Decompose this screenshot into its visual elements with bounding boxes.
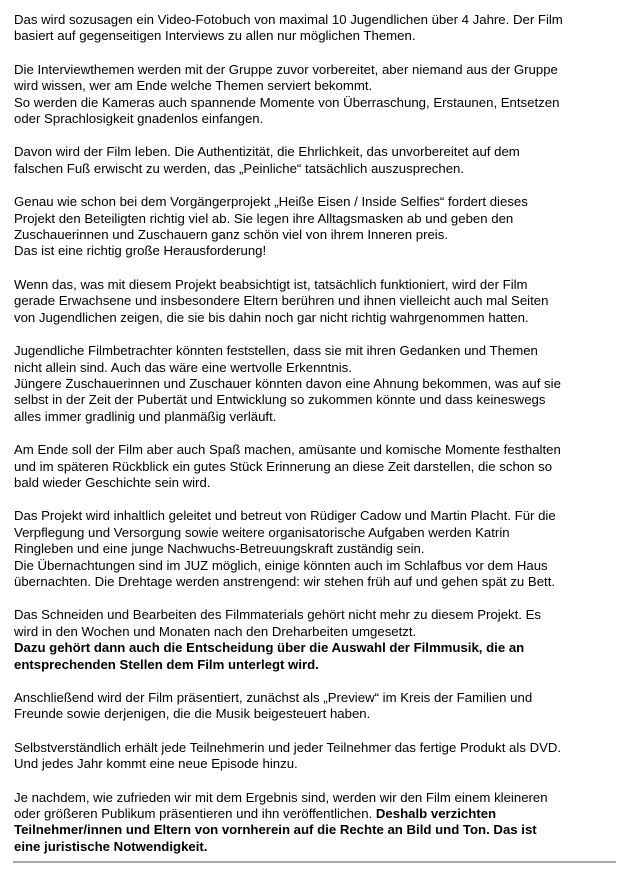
text-line: bald wieder Geschichte sein wird. <box>14 474 211 490</box>
paragraph-interview-topics <box>14 62 626 128</box>
bold-text-segment: eine juristische Notwendigkeit. <box>14 838 208 854</box>
text-line: Das wird sozusagen ein Video-Fotobuch von maximal 10 Jugendlichen über 4 Jahre. Der Film <box>14 12 563 27</box>
text-line: selbst in der Zeit der Pubertät und Entwicklung so zukommen könnte und dass keineswegs <box>14 392 546 408</box>
text-line: Wenn das, was mit diesem Projekt beabsichtigt ist, tatsächlich funktioniert, wird der Film <box>14 276 528 292</box>
paragraph-authenticity <box>14 144 626 177</box>
paragraph-organisation <box>14 508 626 590</box>
text-line: Verpflegung und Versorgung sowie weitere organisatorische Aufgaben werden Katrin <box>14 524 510 540</box>
text-line: basiert auf gegenseitigen Interviews zu allen nur möglichen Themen. <box>14 28 416 44</box>
text-line: Projekt den Beteiligten richtig viel ab. Sie legen ihre Alltagsmasken ab und geben den <box>14 210 514 226</box>
text-line: Selbstverständlich erhält jede Teilnehmerin und jeder Teilnehmer das fertige Produkt als DVD. <box>14 739 562 755</box>
paragraph-previous-project <box>14 194 626 260</box>
paragraph-parents <box>14 277 626 326</box>
paragraph-preview <box>14 690 626 723</box>
text-line: Anschließend wird der Film präsentiert, zunächst als „Preview“ im Kreis der Familien und <box>14 690 533 705</box>
text-line: oder Sprachlosigkeit gnadenlos einfangen. <box>14 111 264 127</box>
text-line: Zuschauerinnen und Zuschauern ganz schön viel von ihrem Inneren preis. <box>14 227 448 243</box>
text-line: Am Ende soll der Film aber auch Spaß machen, amüsante und komische Momente festhalten <box>14 442 561 458</box>
text-line: Die Übernachtungen sind im JUZ möglich, einige könnten auch im Schlafbus vor dem Haus <box>14 557 548 573</box>
text-line: Die Interviewthemen werden mit der Gruppe zuvor vorbereitet, aber niemand aus der Gruppe <box>14 61 558 77</box>
text-line: Ringleben und eine junge Nachwuchs-Betreuungskraft zuständig sein. <box>14 541 425 557</box>
bold-text-line <box>14 822 626 838</box>
text-line <box>14 790 626 806</box>
text-line: Davon wird der Film leben. Die Authentizität, die Ehrlichkeit, das unvorbereitet auf dem <box>14 144 520 160</box>
text-line: wird in den Wochen und Monaten nach den Dreharbeiten umgesetzt. <box>14 623 417 639</box>
text-line: So werden die Kameras auch spannende Momente von Überraschung, Erstaunen, Entsetzen <box>14 94 560 110</box>
text-line: falschen Fuß erwischt zu werden, das „Peinliche“ tatsächlich auszusprechen. <box>14 160 465 176</box>
paragraph-editing <box>14 607 626 673</box>
bold-text-line: entsprechenden Stellen dem Film unterlegt wird. <box>14 656 319 672</box>
paragraph-fun <box>14 442 626 491</box>
text-line: von Jugendlichen zeigen, die sie bis dahin noch gar nicht richtig wahrgenommen hatten. <box>14 309 529 325</box>
text-segment: oder größeren Publikum präsentieren und ihn veröffentlichen. <box>14 806 376 822</box>
text-line: nicht allein sind. Auch das wäre eine wertvolle Erkenntnis. <box>14 359 352 375</box>
paragraph-intro <box>14 12 626 45</box>
text-line: Das Projekt wird inhaltlich geleitet und betreut von Rüdiger Cadow und Martin Placht. Für die <box>14 508 556 524</box>
bold-text-segment: Deshalb verzichten <box>375 806 497 822</box>
bold-text-line: Dazu gehört dann auch die Entscheidung über die Auswahl der Filmmusik, die an <box>14 640 525 656</box>
bold-text-segment: Teilnehmer/innen und Eltern von vornherein auf die Rechte an Bild und Ton. Das ist <box>14 822 537 838</box>
text-line: übernachten. Die Drehtage werden anstrengend: wir stehen früh auf und gehen spät zu Bett. <box>14 573 556 589</box>
text-line: Jugendliche Filmbetrachter könnten feststellen, dass sie mit ihren Gedanken und Themen <box>14 343 538 359</box>
text-line: Freunde sowie derjenigen, die die Musik beigesteuert haben. <box>14 706 371 722</box>
text-line: Das Schneiden und Bearbeiten des Filmmaterials gehört nicht mehr zu diesem Projekt. Es <box>14 607 542 623</box>
text-segment: Je nachdem, wie zufrieden wir mit dem Ergebnis sind, werden wir den Film einem kleineren <box>14 789 548 805</box>
text-line: gerade Erwachsene und insbesondere Eltern berühren und ihnen vielleicht auch mal Seiten <box>14 293 549 309</box>
bold-text-line <box>14 839 626 855</box>
text-line: Das ist eine richtig große Herausforderung! <box>14 243 267 259</box>
text-line: alles immer gradlinig und planmäßig verläuft. <box>14 408 277 424</box>
text-line: und im späteren Rückblick ein gutes Stück Erinnerung an diese Zeit darstellen, die schon so <box>14 458 553 474</box>
text-line: wird wissen, wer am Ende welche Themen serviert bekommt. <box>14 78 373 94</box>
text-line: Und jedes Jahr kommt eine neue Episode hinzu. <box>14 756 298 772</box>
paragraph-dvd <box>14 740 626 773</box>
paragraph-young-viewers <box>14 343 626 425</box>
text-line: Jüngere Zuschauerinnen und Zuschauer könnten davon eine Ahnung bekommen, was auf sie <box>14 375 561 391</box>
paragraph-rights <box>14 790 626 856</box>
document-body <box>14 12 626 872</box>
text-line: Genau wie schon bei dem Vorgängerprojekt „Heiße Eisen / Inside Selfies“ fordert dieses <box>14 194 528 210</box>
text-line <box>14 806 626 822</box>
footer-divider <box>13 861 616 863</box>
